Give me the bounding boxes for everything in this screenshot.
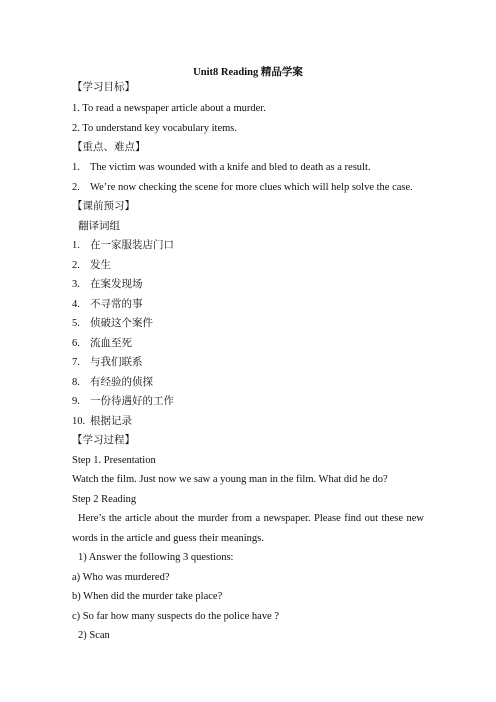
phrase-item bbox=[72, 298, 143, 312]
section-heading-preview: 【课前预习】 bbox=[72, 201, 135, 212]
page-title: Unit8 Reading 精品学案 bbox=[193, 67, 303, 78]
key-point-item bbox=[72, 181, 413, 195]
item-text: 有经验的侦探 bbox=[90, 377, 153, 388]
objective-item: 1. To read a newspaper article about a murder. bbox=[72, 103, 266, 114]
item-number: 3. bbox=[72, 279, 80, 290]
question-item: c) So far how many suspects do the police have ? bbox=[72, 611, 280, 622]
item-number: 7. bbox=[72, 357, 80, 368]
item-number: 10. bbox=[72, 416, 86, 427]
step-title: Step 1. Presentation bbox=[72, 455, 156, 466]
item-text: The victim was wounded with a knife and bled to death as a result. bbox=[90, 162, 371, 173]
item-number: 2. bbox=[72, 260, 80, 271]
step-paragraph: Here’s the article about the murder from a newspaper. Please find out these new words in the article and guess their meanings. bbox=[72, 513, 424, 544]
item-number: 5. bbox=[72, 318, 80, 329]
item-number: 4. bbox=[72, 299, 80, 310]
section-heading-process: 【学习过程】 bbox=[72, 435, 135, 446]
section-heading-objectives: 【学习目标】 bbox=[72, 82, 135, 93]
item-number: 8. bbox=[72, 377, 80, 388]
item-text: 与我们联系 bbox=[90, 357, 143, 368]
item-text: 根据记录 bbox=[90, 416, 132, 427]
item-number: 2. bbox=[72, 182, 80, 193]
phrase-item bbox=[72, 356, 143, 370]
item-text: 在案发现场 bbox=[90, 279, 143, 290]
key-point-item bbox=[72, 161, 371, 175]
item-number: 9. bbox=[72, 396, 80, 407]
question-item: b) When did the murder take place? bbox=[72, 591, 223, 602]
step-text: Watch the film. Just now we saw a young man in the film. What did he do? bbox=[72, 474, 388, 485]
phrase-item bbox=[72, 376, 153, 390]
phrase-item bbox=[72, 337, 132, 351]
item-number: 1. bbox=[72, 162, 80, 173]
phrase-item bbox=[72, 259, 111, 273]
objective-item: 2. To understand key vocabulary items. bbox=[72, 123, 237, 134]
step-subheading: 1) Answer the following 3 questions: bbox=[78, 552, 234, 563]
item-number: 1. bbox=[72, 240, 80, 251]
preview-subheading: 翻译词组 bbox=[78, 221, 120, 232]
phrase-item bbox=[72, 395, 174, 409]
item-text: 流血至死 bbox=[90, 338, 132, 349]
question-item: a) Who was murdered? bbox=[72, 572, 170, 583]
phrase-item bbox=[72, 317, 153, 331]
item-text: 不寻常的事 bbox=[90, 299, 143, 310]
item-text: We’re now checking the scene for more clues which will help solve the case. bbox=[90, 182, 413, 193]
item-text: 发生 bbox=[90, 260, 111, 271]
item-text: 侦破这个案件 bbox=[90, 318, 153, 329]
step-subheading: 2) Scan bbox=[78, 630, 110, 641]
item-text: 一份待遇好的工作 bbox=[90, 396, 174, 407]
item-number: 6. bbox=[72, 338, 80, 349]
phrase-item bbox=[72, 415, 132, 429]
section-heading-key-points: 【重点、难点】 bbox=[72, 142, 146, 153]
item-text: 在一家服装店门口 bbox=[90, 240, 174, 251]
phrase-item bbox=[72, 239, 174, 253]
phrase-item bbox=[72, 278, 143, 292]
step-title: Step 2 Reading bbox=[72, 494, 137, 505]
